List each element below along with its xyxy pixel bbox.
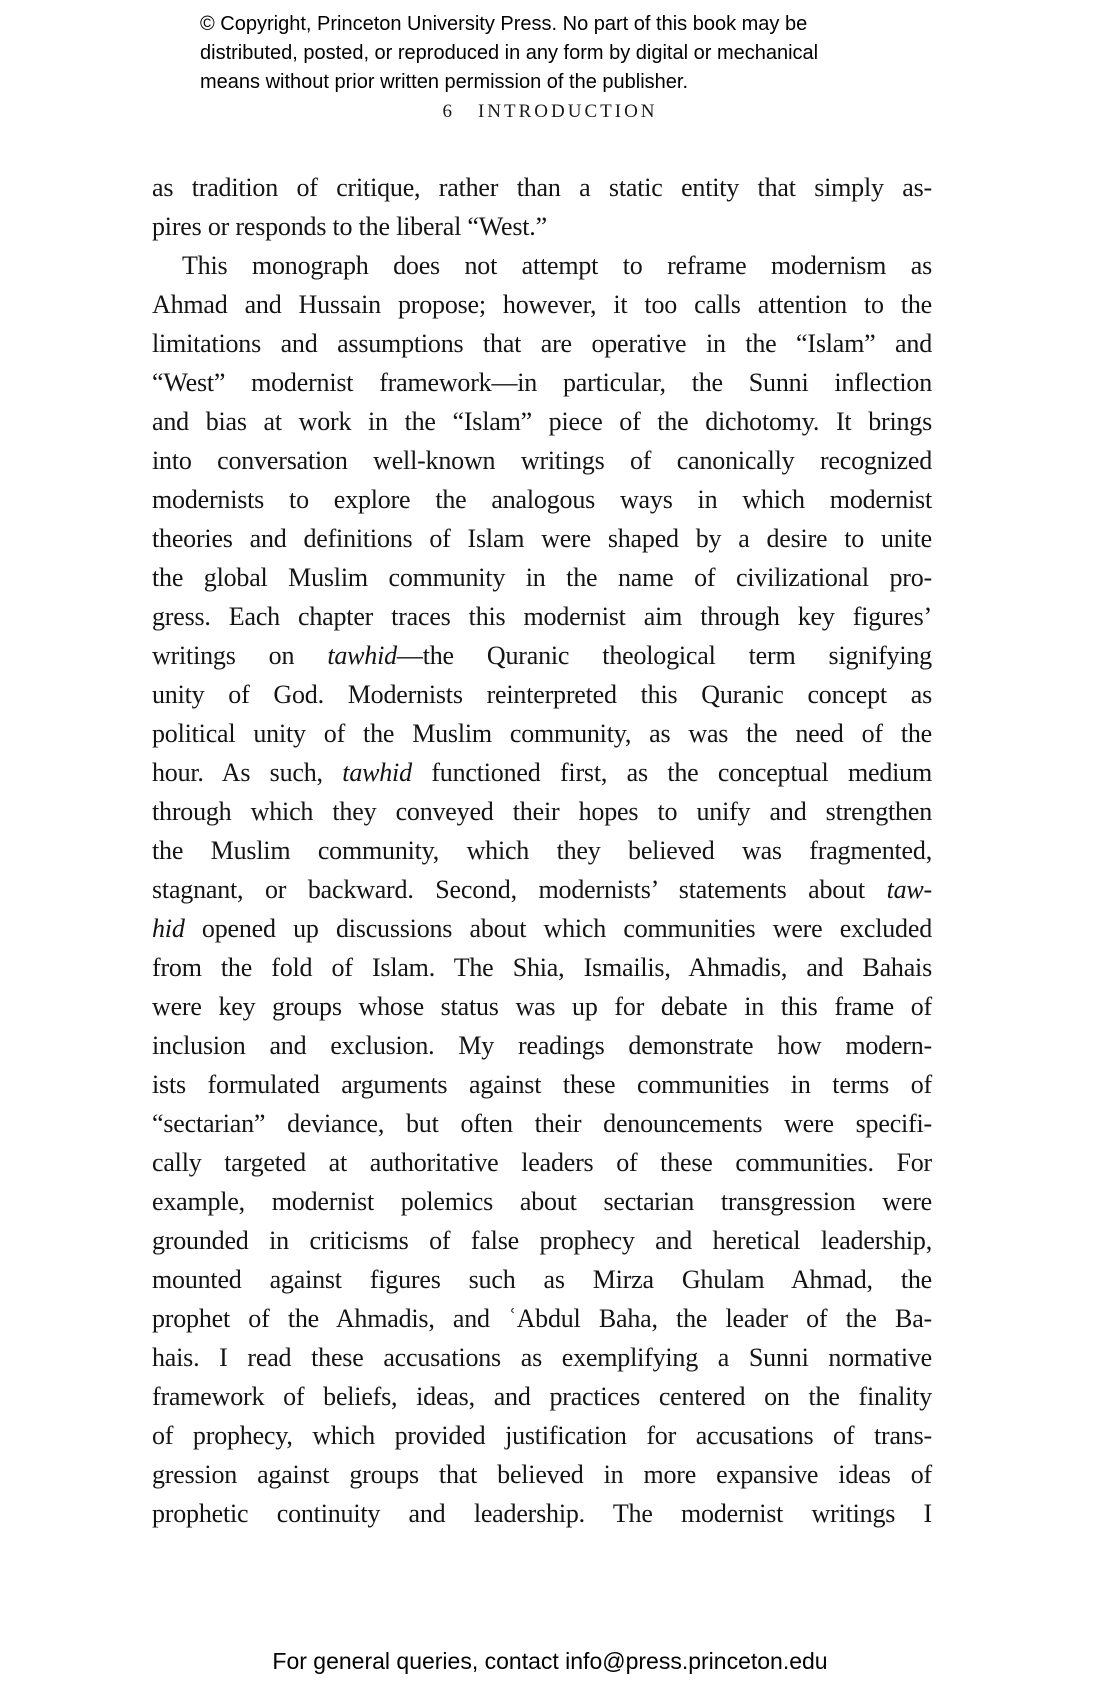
body-line: grounded in criticisms of false prophecy and heretical leadership, (152, 1226, 932, 1255)
body-line: “sectarian” deviance, but often their denouncements were specifi- (152, 1109, 932, 1138)
body-line: mounted against figures such as Mirza Ghulam Ahmad, the (152, 1265, 932, 1294)
body-line: through which they conveyed their hopes to unify and strengthen (152, 797, 932, 826)
body-line: This monograph does not attempt to reframe modernism as (182, 251, 932, 280)
body-text (152, 168, 932, 1533)
body-line: theories and definitions of Islam were shaped by a desire to unite (152, 524, 932, 553)
body-line: example, modernist polemics about sectarian transgression were (152, 1187, 932, 1216)
body-line: writings on tawhid—the Quranic theological term signifying (152, 641, 932, 670)
copyright-line: means without prior written permission of the publisher. (200, 71, 689, 93)
body-line: the Muslim community, which they believed was fragmented, (152, 836, 932, 865)
page-header (0, 101, 1100, 123)
body-line: prophet of the Ahmadis, and ʿAbdul Baha, the leader of the Ba- (152, 1304, 932, 1333)
body-line: political unity of the Muslim community, as was the need of the (152, 719, 932, 748)
body-line: as tradition of critique, rather than a static entity that simply as- (152, 173, 932, 202)
body-line: pires or responds to the liberal “West.” (152, 212, 547, 241)
body-line: were key groups whose status was up for debate in this frame of (152, 992, 932, 1021)
section-title: INTRODUCTION (477, 101, 658, 122)
body-line: and bias at work in the “Islam” piece of the dichotomy. It brings (152, 407, 932, 436)
body-line: cally targeted at authoritative leaders of these communities. For (152, 1148, 932, 1177)
body-line: hais. I read these accusations as exemplifying a Sunni normative (152, 1343, 932, 1372)
body-line: modernists to explore the analogous ways in which modernist (152, 485, 932, 514)
body-line: Ahmad and Hussain propose; however, it too calls attention to the (152, 290, 932, 319)
copyright-notice (200, 10, 818, 97)
body-line: gression against groups that believed in more expansive ideas of (152, 1460, 932, 1489)
body-line: stagnant, or backward. Second, modernists’ statements about taw- (152, 875, 932, 904)
body-line: inclusion and exclusion. My readings demonstrate how modern- (152, 1031, 932, 1060)
body-line: prophetic continuity and leadership. The modernist writings I (152, 1499, 932, 1528)
copyright-line: distributed, posted, or reproduced in any form by digital or mechanical (200, 42, 819, 64)
body-line: “West” modernist framework—in particular, the Sunni inflection (152, 368, 932, 397)
body-line: into conversation well-known writings of canonically recognized (152, 446, 932, 475)
page-number: 6 (442, 101, 452, 122)
body-line: of prophecy, which provided justification for accusations of trans- (152, 1421, 932, 1450)
copyright-line: © Copyright, Princeton University Press. No part of this book may be (200, 13, 808, 35)
body-line: limitations and assumptions that are operative in the “Islam” and (152, 329, 932, 358)
body-line: hour. As such, tawhid functioned first, as the conceptual medium (152, 758, 932, 787)
body-line: the global Muslim community in the name of civilizational pro- (152, 563, 932, 592)
body-line: from the fold of Islam. The Shia, Ismailis, Ahmadis, and Bahais (152, 953, 932, 982)
body-line: hid opened up discussions about which communities were excluded (152, 914, 932, 943)
footer-note: For general queries, contact info@press.princeton.edu (272, 1648, 828, 1674)
body-line: framework of beliefs, ideas, and practices centered on the finality (152, 1382, 932, 1411)
body-line: ists formulated arguments against these communities in terms of (152, 1070, 932, 1099)
body-line: gress. Each chapter traces this modernist aim through key figures’ (152, 602, 932, 631)
body-line: unity of God. Modernists reinterpreted this Quranic concept as (152, 680, 932, 709)
